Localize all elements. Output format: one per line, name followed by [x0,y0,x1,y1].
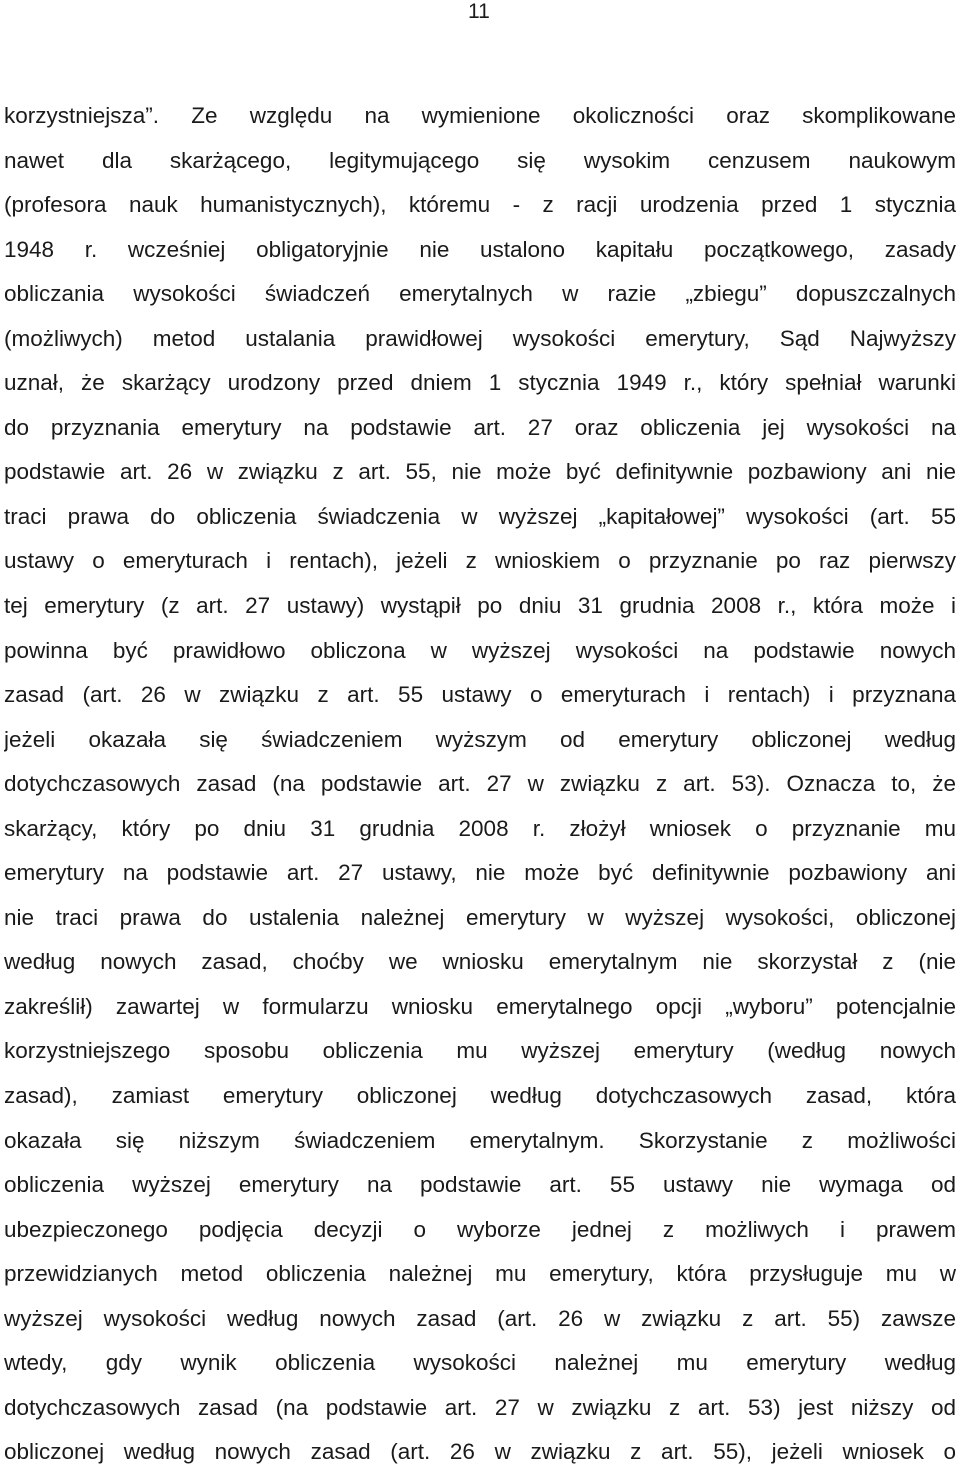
text-line: zasad (art. 26 w związku z art. 55 ustawy o emeryturach i rentach) i przyznana [4,682,956,708]
text-line: dotychczasowych zasad (na podstawie art. 27 w związku z art. 53) jest niższy od [4,1394,956,1420]
text-line: korzystniejszego sposobu obliczenia mu wyższej emerytury (według nowych [4,1038,956,1064]
text-line: obliczania wysokości świadczeń emerytalnych w razie „zbiegu” dopuszczalnych [4,281,956,307]
text-line: (profesora nauk humanistycznych), któremu - z racji urodzenia przed 1 stycznia [4,192,956,218]
text-line: zasad), zamiast emerytury obliczonej według dotychczasowych zasad, która [4,1083,956,1109]
text-line: wtedy, gdy wynik obliczenia wysokości należnej mu emerytury według [4,1350,956,1376]
text-line: korzystniejsza”. Ze względu na wymienione okoliczności oraz skomplikowane [4,103,956,128]
text-line: skarżący, który po dniu 31 grudnia 2008 r. złożył wniosek o przyznanie mu [4,815,956,841]
text-line: dotychczasowych zasad (na podstawie art. 27 w związku z art. 53). Oznacza to, że [4,771,956,797]
text-line: obliczenia wyższej emerytury na podstawie art. 55 ustawy nie wymaga od [4,1172,956,1198]
text-line: zakreślił) zawartej w formularzu wniosku emerytalnego opcji „wyboru” potencjalnie [4,993,956,1019]
text-line: ubezpieczonego podjęcia decyzji o wyborze jednej z możliwych i prawem [4,1216,956,1242]
text-line: przewidzianych metod obliczenia należnej mu emerytury, która przysługuje mu w [4,1261,956,1287]
text-line: jeżeli okazała się świadczeniem wyższym od emerytury obliczonej według [4,726,956,752]
body-paragraph [4,94,956,1475]
text-line: powinna być prawidłowo obliczona w wyższej wysokości na podstawie nowych [4,637,956,663]
text-line: nie traci prawa do ustalenia należnej emerytury w wyższej wysokości, obliczonej [4,904,956,930]
text-line: do przyznania emerytury na podstawie art. 27 oraz obliczenia jej wysokości na [4,414,956,440]
text-line: emerytury na podstawie art. 27 ustawy, nie może być definitywnie pozbawiony ani [4,860,956,886]
text-line: obliczonej według nowych zasad (art. 26 w związku z art. 55), jeżeli wniosek o [4,1439,956,1465]
text-line: ustawy o emeryturach i rentach), jeżeli z wnioskiem o przyznanie po raz pierwszy [4,548,956,574]
page-number: 11 [468,0,490,23]
text-line: według nowych zasad, choćby we wniosku emerytalnym nie skorzystał z (nie [4,949,956,975]
text-line: wyższej wysokości według nowych zasad (art. 26 w związku z art. 55) zawsze [4,1305,956,1331]
text-line: 1948 r. wcześniej obligatoryjnie nie ustalono kapitału początkowego, zasady [4,236,956,262]
text-line: okazała się niższym świadczeniem emerytalnym. Skorzystanie z możliwości [4,1127,956,1153]
text-line: podstawie art. 26 w związku z art. 55, nie może być definitywnie pozbawiony ani nie [4,459,956,485]
text-line: traci prawa do obliczenia świadczenia w wyższej „kapitałowej” wysokości (art. 55 [4,503,956,529]
text-line: nawet dla skarżącego, legitymującego się wysokim cenzusem naukowym [4,147,956,173]
text-line: uznał, że skarżący urodzony przed dniem 1 stycznia 1949 r., który spełniał warunki [4,370,956,396]
text-line: tej emerytury (z art. 27 ustawy) wystąpił po dniu 31 grudnia 2008 r., która może i [4,593,956,619]
text-line: (możliwych) metod ustalania prawidłowej wysokości emerytury, Sąd Najwyższy [4,325,956,351]
